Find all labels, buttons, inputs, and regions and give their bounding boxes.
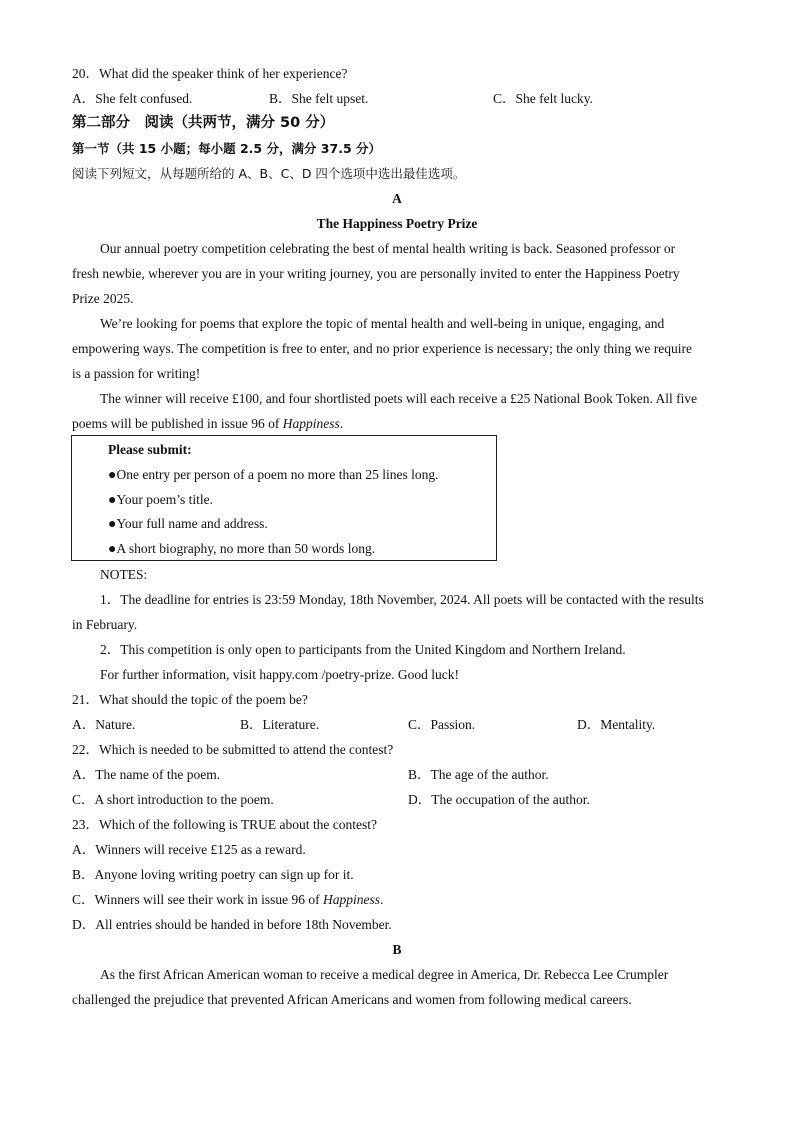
passage-a-p3-line2 <box>72 416 343 432</box>
q21-option-a: A．Nature. <box>72 717 136 732</box>
q22-option-b: B．The age of the author. <box>408 767 549 782</box>
passage-b-letter: B <box>392 942 402 957</box>
q21-question: 21．What should the topic of the poem be? <box>72 692 308 707</box>
passage-a-p1-line: Prize 2025. <box>72 291 134 306</box>
part2-heading: 第二部分 阅读（共两节，满分 50 分） <box>72 115 335 131</box>
q21-option-d: D．Mentality. <box>577 717 656 732</box>
q22-option-d: D．The occupation of the author. <box>408 792 590 807</box>
passage-b-p1-line: As the first African American woman to receive a medical degree in America, Dr. Rebecca Lee Crumpler <box>100 967 669 982</box>
note-2: 2．This competition is only open to participants from the United Kingdom and Northern Ireland. <box>100 642 626 657</box>
bullet-icon: ● <box>108 493 117 508</box>
q20-option-a: A．She felt confused. <box>72 91 193 106</box>
bullet-icon: ● <box>108 542 117 557</box>
passage-a-title: The Happiness Poetry Prize <box>316 216 478 231</box>
q22-option-a: A．The name of the poem. <box>72 767 221 782</box>
q22-option-c: C．A short introduction to the poem. <box>72 792 274 807</box>
section1-heading: 第一节（共 15 小题；每小题 2.5 分，满分 37.5 分） <box>72 141 381 156</box>
submission-item: ●Your full name and address. <box>108 516 268 532</box>
q22-question: 22．Which is needed to be submitted to attend the contest? <box>72 742 394 757</box>
p3-period: . <box>339 416 344 431</box>
passage-a-p3-line: The winner will receive £100, and four shortlisted poets will each receive a £25 National Book Token. All five <box>100 391 698 406</box>
passage-a-p2-line: We’re looking for poems that explore the topic of mental health and well-being in unique, engaging, and <box>100 316 665 331</box>
bullet-icon: ● <box>108 517 117 532</box>
passage-a-p1-line: Our annual poetry competition celebrating the best of mental health writing is back. Seasoned professor or <box>100 241 676 256</box>
notes-label: NOTES: <box>100 567 148 582</box>
q23-option-c: C．Winners will see their work in issue 96 of Happiness. <box>72 892 384 907</box>
passage-a-p2-line: empowering ways. The competition is free to enter, and no prior experience is necessary; the only thing we require <box>72 341 693 356</box>
submission-item: ●A short biography, no more than 50 words long. <box>108 541 376 557</box>
q21-option-b: B．Literature. <box>240 717 320 732</box>
submission-item: ●One entry per person of a poem no more than 25 lines long. <box>108 467 439 483</box>
submission-item: ●Your poem’s title. <box>108 492 213 508</box>
submission-box-title: Please submit: <box>108 442 192 457</box>
passage-a-p2-line: is a passion for writing! <box>72 366 201 381</box>
q21-option-c: C．Passion. <box>408 717 476 732</box>
further-info: For further information, visit happy.com /poetry-prize. Good luck! <box>100 667 460 682</box>
q23-question: 23．Which of the following is TRUE about the contest? <box>72 817 377 832</box>
note-1: 1．The deadline for entries is 23:59 Monday, 18th November, 2024. All poets will be contacted with the results <box>100 592 704 607</box>
q23-option-b: B．Anyone loving writing poetry can sign up for it. <box>72 867 354 882</box>
passage-a-letter: A <box>392 191 402 206</box>
q23-option-a: A．Winners will receive £125 as a reward. <box>72 842 306 857</box>
passage-a-p1-line: fresh newbie, wherever you are in your writing journey, you are personally invited to enter the Happiness Poetry <box>72 266 680 281</box>
q20-question: 20．What did the speaker think of her experience? <box>72 66 348 81</box>
magazine-name: Happiness <box>323 892 381 907</box>
bullet-icon: ● <box>108 468 117 483</box>
q23-option-d: D．All entries should be handed in before 18th November. <box>72 917 392 932</box>
p3-text: poems will be published in issue 96 of <box>72 416 283 431</box>
q20-option-b: B．She felt upset. <box>269 91 369 106</box>
note-1-cont: in February. <box>72 617 138 632</box>
passage-b-p1-line: challenged the prejudice that prevented African Americans and women from following medical careers. <box>72 992 632 1007</box>
magazine-name: Happiness <box>282 416 340 431</box>
reading-instruction: 阅读下列短文，从每题所给的 A、B、C、D 四个选项中选出最佳选项。 <box>72 166 466 181</box>
q20-option-c: C．She felt lucky. <box>493 91 593 106</box>
